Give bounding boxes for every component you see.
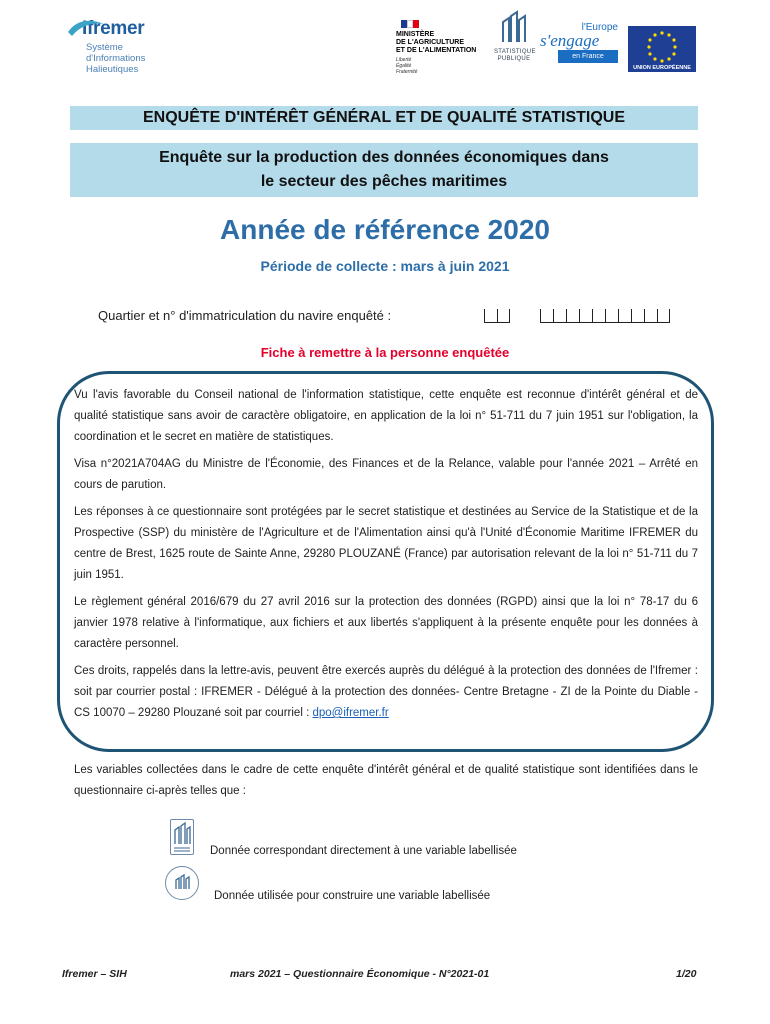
survey-title-banner: [70, 143, 698, 197]
fiche-notice: Fiche à remettre à la personne enquêtée: [260, 345, 510, 360]
eu-caption: UNION EUROPÉENNE: [628, 65, 696, 72]
legal-paragraph: Le règlement général 2016/679 du 27 avril 2016 sur la protection des données (RGPD) ainsi que la loi n° 78-17 du 6 janvier 1978 relative à l'informatique, aux fichiers et aux libertés s'appliquent à la présente enquête pour les données à caractère personnel.: [74, 596, 698, 650]
page-number: 1/20: [676, 968, 697, 980]
statistique-publique-round-icon: [165, 866, 199, 900]
legal-paragraph: Visa n°2021A704AG du Ministre de l'Économie, des Finances et de la Relance, valable pour l'année 2021 – Arrêté en cours de parution.: [74, 458, 698, 491]
ifremer-name: Ifremer: [82, 18, 145, 39]
eu-flag-icon: [628, 26, 696, 70]
footer-middle: mars 2021 – Questionnaire Économique - N°2021-01: [230, 968, 490, 980]
reference-year-heading: Année de référence 2020: [220, 214, 550, 245]
statistique-publique-icon: [170, 819, 194, 855]
ifremer-wave-icon: [66, 16, 106, 38]
marianne-flag-icon: [401, 20, 496, 28]
legal-paragraph: Ces droits, rappelés dans la lettre-avis, peuvent être exercés auprès du délégué à la protection des données de l'Ifremer : soit par courrier postal : IFREMER - Délégué à la protection des données- Centre Bretagne - ZI de la Pointe du Diable - CS 10070 – 29280 Plouzané soit par courriel : dpo@ifremer.fr: [74, 665, 698, 719]
legal-paragraph: Vu l'avis favorable du Conseil national de l'information statistique, cette enquête est reconnue d'intérêt général et de qualité statistique sans avoir de caractère obligatoire, en application de la loi n° 51-711 du 7 juin 1951 sur l'obligation, la coordination et le secret en matière de statistiques.: [74, 389, 698, 443]
ifremer-logo: [66, 16, 186, 75]
survey-title-line-1: Enquête sur la production des données économiques dans: [159, 149, 609, 166]
statistique-publique-logo: STATISTIQUE PUBLIQUE: [494, 8, 534, 63]
legal-paragraph: Les réponses à ce questionnaire sont protégées par le secret statistique et destinées au Service de la Statistique et de la Prospective (SSP) du ministère de l'Agriculture et de l'Alimentation ainsi qu'à l'Unité d'Économie Maritime IFREMER du centre de Brest, 1625 route de Sainte Anne, 29280 PLOUZANÉ (France) par autorisation relevant de la loi n° 51-711 du 7 juin 1951.: [74, 506, 698, 581]
europe-sengage-logo: l'Europe s'engage en France: [540, 22, 622, 72]
eu-stars-icon: [628, 26, 696, 66]
legend-label-direct: Donnée correspondant directement à une variable labellisée: [210, 845, 517, 857]
variables-intro: Les variables collectées dans le cadre de cette enquête d'intérêt général et de qualité statistique sont identifiées dans le questionnaire ci-après telles que :: [74, 764, 698, 797]
collection-period: Période de collecte : mars à juin 2021: [260, 258, 510, 274]
ministere-logo: MINISTÈRE DE L'AGRICULTURE ET DE L'ALIMENTATION Liberté Égalité Fraternité: [396, 20, 496, 75]
legend-label-derived: Donnée utilisée pour construire une variable labellisée: [214, 890, 491, 902]
survey-title-line-2: le secteur des pêches maritimes: [260, 173, 508, 190]
statistique-publique-icon: [499, 8, 529, 44]
legal-notice-text: [74, 385, 698, 730]
dpo-email-link[interactable]: dpo@ifremer.fr: [312, 707, 389, 719]
ifremer-subtitle: Système d'Informations Halieutiques: [86, 42, 146, 75]
quartier-code-field[interactable]: [484, 309, 510, 323]
survey-type-banner: ENQUÊTE D'INTÉRÊT GÉNÉRAL ET DE QUALITÉ STATISTIQUE: [70, 106, 698, 130]
immatriculation-number-field[interactable]: [540, 309, 670, 323]
footer-left: Ifremer – SIH: [62, 968, 127, 980]
vessel-field-label: Quartier et n° d'immatriculation du navire enquêté :: [98, 308, 392, 323]
